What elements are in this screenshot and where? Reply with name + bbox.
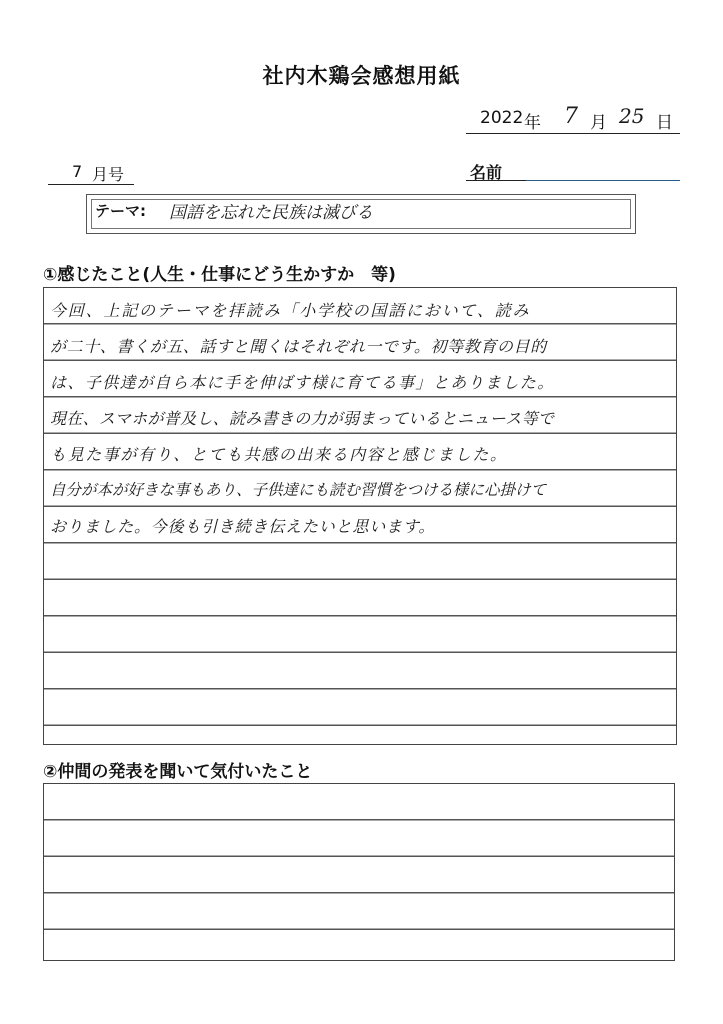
handwritten-line-4: 現在、スマホが普及し、読み書きの力が弱まっているとニュース等で [50,409,555,428]
handwritten-line-3: は、子供達が自ら本に手を伸ばす様に育てる事」とありました。 [50,373,555,392]
section1-writing-area[interactable] [43,287,677,745]
date-month: 7 [564,104,578,129]
date-year-unit: 年 [524,113,541,133]
name-label: 名前 [470,163,503,182]
date-row [466,103,680,134]
theme-label: テーマ: [95,202,146,220]
handwritten-line-6: 自分が本が好きな事もあり、子供達にも読む習慣をつける様に心掛けて [50,481,547,499]
date-month-unit: 月 [590,113,607,133]
issue-row [48,160,134,185]
name-field[interactable] [526,180,680,181]
handwritten-line-5: も見た事が有り、とても共感の出来る内容と感じました。 [50,445,508,464]
handwritten-line-1: 今回、上記のテーマを拝読み「小学校の国語において、読み [50,301,531,320]
section2-writing-area[interactable] [43,783,675,961]
date-year: 2022 [480,108,524,128]
handwritten-line-2: が二十、書くが五、話すと聞くはそれぞれ一です。初等教育の目的 [50,337,547,356]
date-day: 25 [619,104,645,128]
section1-title: ①感じたこと(人生・仕事にどう生かすか 等) [43,265,396,285]
theme-text: 国語を忘れた民族は滅びる [169,203,373,223]
theme-box [86,194,636,234]
form-title: 社内木鶏会感想用紙 [262,64,461,88]
date-day-unit: 日 [656,113,673,133]
issue-label: 月号 [92,165,125,184]
issue-month: 7 [72,162,83,181]
section2-title: ②仲間の発表を聞いて気付いたこと [43,762,313,782]
name-underline [466,180,526,181]
handwritten-line-7: おりました。今後も引き続き伝えたいと思います。 [50,517,436,536]
